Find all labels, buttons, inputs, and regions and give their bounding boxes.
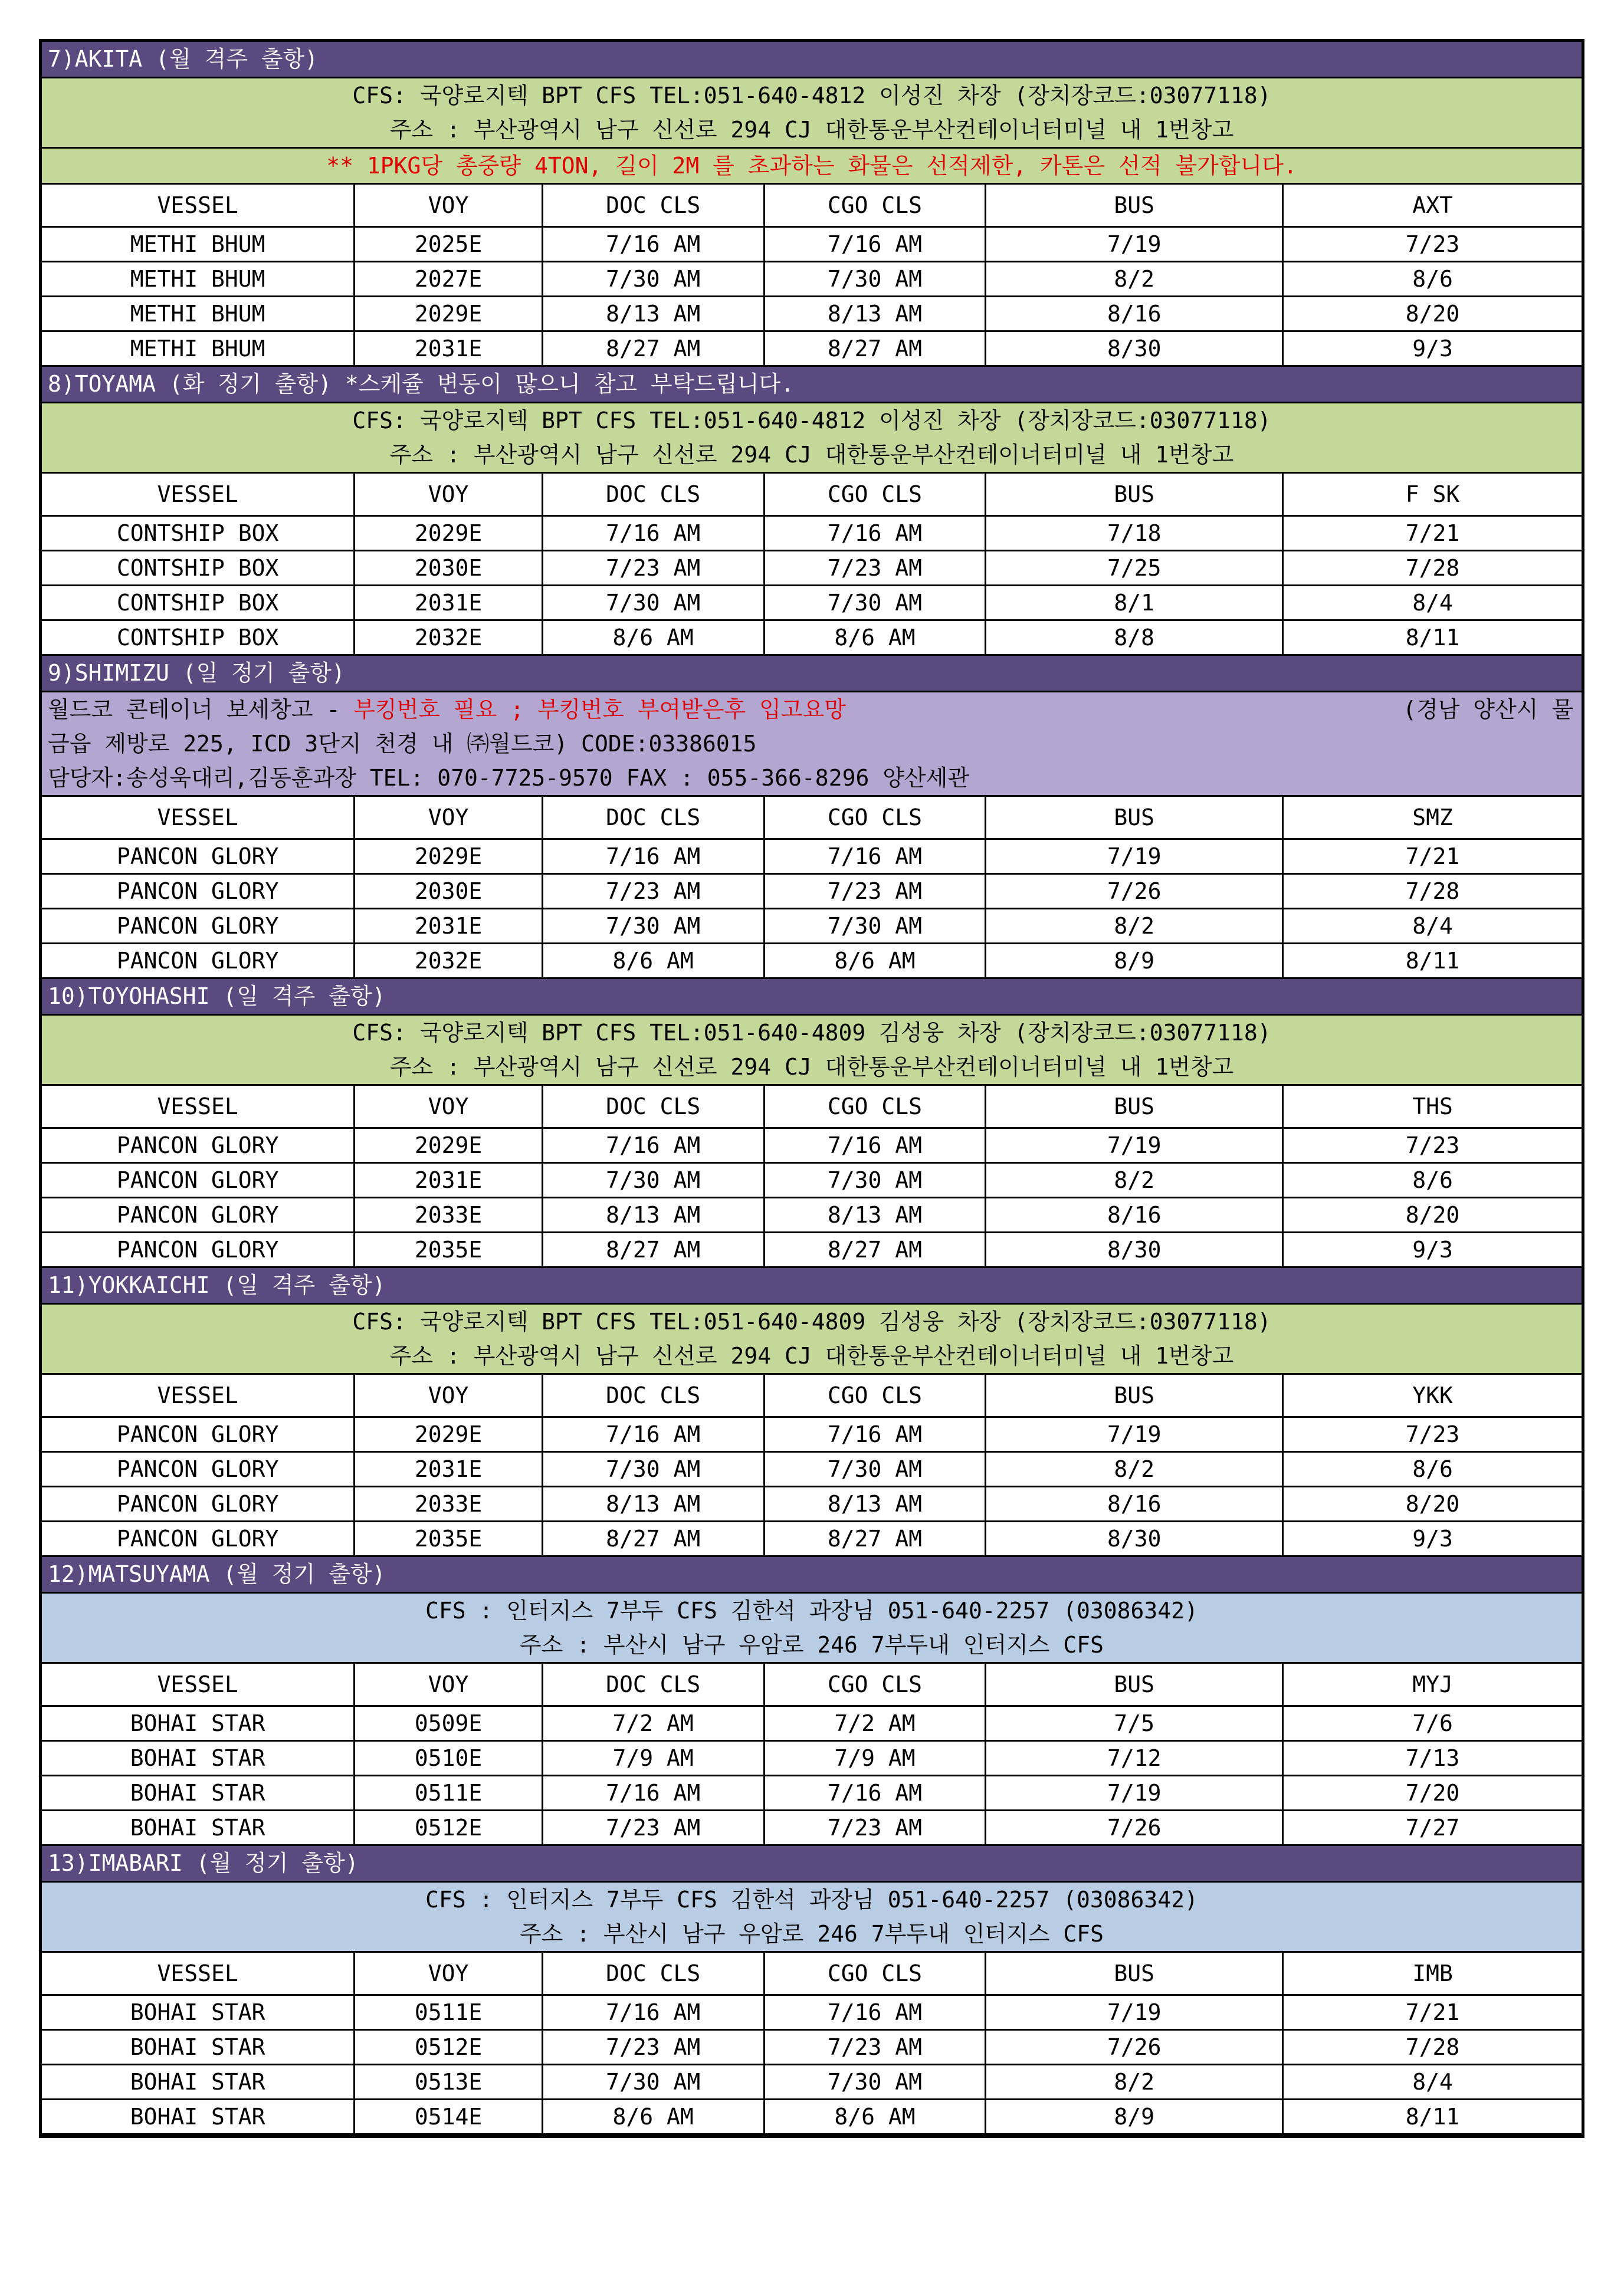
cell-vessel: PANCON GLORY xyxy=(42,1198,355,1233)
cell-voy: 2031E xyxy=(355,1163,542,1198)
column-header-bus: BUS xyxy=(986,1953,1283,1995)
cell-cgo-cls: 8/6 AM xyxy=(764,2100,986,2134)
cell-port: 7/21 xyxy=(1283,839,1582,874)
cell-vessel: BOHAI STAR xyxy=(42,1706,355,1741)
section-title: 13)IMABARI (월 정기 출항) xyxy=(42,1846,1582,1883)
cell-port: 9/3 xyxy=(1283,331,1582,366)
table-header-row xyxy=(42,1375,1582,1417)
cell-bus: 7/19 xyxy=(986,1776,1283,1811)
cell-vessel: BOHAI STAR xyxy=(42,2065,355,2100)
column-header-port: YKK xyxy=(1283,1375,1582,1417)
column-header-cgo-cls: CGO CLS xyxy=(764,797,986,839)
cfs-address: 주소 : 부산광역시 남구 신선로 294 CJ 대한통운부산컨테이너터미널 내 1번창고 xyxy=(389,1054,1234,1080)
cell-cgo-cls: 7/30 AM xyxy=(764,1163,986,1198)
cell-port: 7/27 xyxy=(1283,1811,1582,1845)
cell-vessel: METHI BHUM xyxy=(42,331,355,366)
cell-doc-cls: 7/23 AM xyxy=(542,1811,764,1845)
cell-voy: 2031E xyxy=(355,909,542,944)
cell-vessel: BOHAI STAR xyxy=(42,2030,355,2065)
cell-cgo-cls: 7/16 AM xyxy=(764,1776,986,1811)
column-header-voy: VOY xyxy=(355,797,542,839)
column-header-doc-cls: DOC CLS xyxy=(542,1664,764,1706)
cell-voy: 2032E xyxy=(355,944,542,978)
column-header-vessel: VESSEL xyxy=(42,797,355,839)
cell-bus: 8/2 xyxy=(986,2065,1283,2100)
cell-cgo-cls: 7/30 AM xyxy=(764,262,986,297)
cell-voy: 2033E xyxy=(355,1487,542,1522)
cell-voy: 2029E xyxy=(355,297,542,331)
table-row xyxy=(42,331,1582,366)
cell-vessel: BOHAI STAR xyxy=(42,1776,355,1811)
yard-address: 금읍 제방로 225, ICD 3단지 천경 내 ㈜월드코) CODE:03386015 xyxy=(48,731,757,757)
schedule-table xyxy=(42,1664,1582,1846)
cell-port: 7/23 xyxy=(1283,1128,1582,1163)
cell-cgo-cls: 7/16 AM xyxy=(764,227,986,262)
schedule-table xyxy=(42,1375,1582,1557)
cell-voy: 2033E xyxy=(355,1198,542,1233)
cell-cgo-cls: 8/13 AM xyxy=(764,1198,986,1233)
cell-cgo-cls: 7/16 AM xyxy=(764,1128,986,1163)
cell-port: 8/6 xyxy=(1283,1163,1582,1198)
column-header-vessel: VESSEL xyxy=(42,1664,355,1706)
cell-voy: 2030E xyxy=(355,874,542,909)
cell-voy: 0514E xyxy=(355,2100,542,2134)
cell-vessel: BOHAI STAR xyxy=(42,1741,355,1776)
schedule-section xyxy=(42,367,1582,656)
cell-doc-cls: 7/30 AM xyxy=(542,2065,764,2100)
column-header-vessel: VESSEL xyxy=(42,1375,355,1417)
table-row xyxy=(42,1706,1582,1741)
schedule-section xyxy=(42,1268,1582,1557)
column-header-bus: BUS xyxy=(986,1086,1283,1128)
table-header-row xyxy=(42,474,1582,516)
cell-port: 7/28 xyxy=(1283,551,1582,586)
cfs-info xyxy=(42,1305,1582,1375)
cell-bus: 7/26 xyxy=(986,1811,1283,1845)
column-header-doc-cls: DOC CLS xyxy=(542,797,764,839)
cell-bus: 7/19 xyxy=(986,227,1283,262)
cell-vessel: PANCON GLORY xyxy=(42,1163,355,1198)
cell-cgo-cls: 7/16 AM xyxy=(764,516,986,551)
table-header-row xyxy=(42,1086,1582,1128)
cell-cgo-cls: 8/6 AM xyxy=(764,620,986,655)
cell-vessel: METHI BHUM xyxy=(42,262,355,297)
cfs-contact: CFS : 인터지스 7부두 CFS 김한석 과장님 051-640-2257 (03086342) xyxy=(425,1598,1198,1624)
cell-cgo-cls: 7/30 AM xyxy=(764,909,986,944)
cell-bus: 7/25 xyxy=(986,551,1283,586)
table-row xyxy=(42,1417,1582,1452)
cfs-contact: CFS: 국양로지텍 BPT CFS TEL:051-640-4809 김성웅 차장 (장치장코드:03077118) xyxy=(352,1309,1271,1335)
table-header-row xyxy=(42,1953,1582,1995)
table-row xyxy=(42,297,1582,331)
cell-bus: 8/9 xyxy=(986,944,1283,978)
table-row xyxy=(42,262,1582,297)
table-row xyxy=(42,1163,1582,1198)
cell-vessel: PANCON GLORY xyxy=(42,1233,355,1267)
table-row xyxy=(42,874,1582,909)
column-header-bus: BUS xyxy=(986,474,1283,516)
cell-vessel: PANCON GLORY xyxy=(42,839,355,874)
cell-vessel: PANCON GLORY xyxy=(42,909,355,944)
cell-voy: 2035E xyxy=(355,1233,542,1267)
cell-doc-cls: 7/30 AM xyxy=(542,586,764,620)
cell-port: 7/28 xyxy=(1283,874,1582,909)
cfs-address: 주소 : 부산광역시 남구 신선로 294 CJ 대한통운부산컨테이너터미널 내 1번창고 xyxy=(389,1343,1234,1369)
cell-bus: 8/2 xyxy=(986,909,1283,944)
yard-line xyxy=(42,692,1582,727)
cell-cgo-cls: 8/13 AM xyxy=(764,297,986,331)
cell-vessel: CONTSHIP BOX xyxy=(42,516,355,551)
cell-voy: 2029E xyxy=(355,1417,542,1452)
column-header-doc-cls: DOC CLS xyxy=(542,1086,764,1128)
table-row xyxy=(42,551,1582,586)
column-header-vessel: VESSEL xyxy=(42,1953,355,1995)
cell-vessel: PANCON GLORY xyxy=(42,1128,355,1163)
cell-doc-cls: 7/16 AM xyxy=(542,227,764,262)
cfs-info xyxy=(42,1883,1582,1953)
yard-left xyxy=(48,692,846,727)
cell-vessel: METHI BHUM xyxy=(42,227,355,262)
cell-port: 9/3 xyxy=(1283,1522,1582,1556)
cell-port: 8/20 xyxy=(1283,1198,1582,1233)
cell-port: 7/6 xyxy=(1283,1706,1582,1741)
cell-bus: 8/8 xyxy=(986,620,1283,655)
cell-voy: 2029E xyxy=(355,1128,542,1163)
cell-doc-cls: 7/9 AM xyxy=(542,1741,764,1776)
table-header-row xyxy=(42,185,1582,227)
schedule-table xyxy=(42,1953,1582,2135)
cfs-address: 주소 : 부산광역시 남구 신선로 294 CJ 대한통운부산컨테이너터미널 내 1번창고 xyxy=(389,442,1234,468)
section-title: 8)TOYAMA (화 정기 출항) *스케쥴 변동이 많으니 참고 부탁드립니다. xyxy=(42,367,1582,403)
cell-vessel: CONTSHIP BOX xyxy=(42,586,355,620)
cell-voy: 2032E xyxy=(355,620,542,655)
cfs-info xyxy=(42,78,1582,149)
cell-port: 7/20 xyxy=(1283,1776,1582,1811)
cell-bus: 7/19 xyxy=(986,1995,1283,2030)
column-header-bus: BUS xyxy=(986,1375,1283,1417)
schedule-table xyxy=(42,474,1582,656)
cell-vessel: CONTSHIP BOX xyxy=(42,620,355,655)
cell-doc-cls: 7/16 AM xyxy=(542,839,764,874)
cfs-info xyxy=(42,1594,1582,1664)
cell-port: 7/21 xyxy=(1283,1995,1582,2030)
cell-doc-cls: 7/16 AM xyxy=(542,1995,764,2030)
cell-cgo-cls: 7/9 AM xyxy=(764,1741,986,1776)
booking-warning: 부킹번호 필요 ; 부킹번호 부여받은후 입고요망 xyxy=(353,697,846,722)
schedule-sheet xyxy=(39,39,1584,2138)
cell-doc-cls: 8/13 AM xyxy=(542,1487,764,1522)
cell-cgo-cls: 8/27 AM xyxy=(764,331,986,366)
cell-cgo-cls: 8/13 AM xyxy=(764,1487,986,1522)
cell-cgo-cls: 8/27 AM xyxy=(764,1522,986,1556)
cfs-address: 주소 : 부산시 남구 우암로 246 7부두내 인터지스 CFS xyxy=(519,1632,1104,1658)
table-row xyxy=(42,1995,1582,2030)
table-row xyxy=(42,1128,1582,1163)
column-header-cgo-cls: CGO CLS xyxy=(764,1086,986,1128)
column-header-voy: VOY xyxy=(355,1664,542,1706)
cfs-address: 주소 : 부산시 남구 우암로 246 7부두내 인터지스 CFS xyxy=(519,1921,1104,1947)
cfs-address: 주소 : 부산광역시 남구 신선로 294 CJ 대한통운부산컨테이너터미널 내 1번창고 xyxy=(389,117,1234,143)
cfs-contact: CFS: 국양로지텍 BPT CFS TEL:051-640-4812 이성진 차장 (장치장코드:03077118) xyxy=(352,408,1271,433)
cell-voy: 0512E xyxy=(355,1811,542,1845)
cell-port: 7/23 xyxy=(1283,227,1582,262)
cell-port: 9/3 xyxy=(1283,1233,1582,1267)
column-header-doc-cls: DOC CLS xyxy=(542,1953,764,1995)
cell-port: 8/11 xyxy=(1283,944,1582,978)
cfs-contact: CFS: 국양로지텍 BPT CFS TEL:051-640-4812 이성진 차장 (장치장코드:03077118) xyxy=(352,83,1271,109)
cell-doc-cls: 7/30 AM xyxy=(542,909,764,944)
cell-port: 7/23 xyxy=(1283,1417,1582,1452)
cell-port: 8/4 xyxy=(1283,586,1582,620)
cell-bus: 8/2 xyxy=(986,262,1283,297)
cell-voy: 2035E xyxy=(355,1522,542,1556)
cell-bus: 7/26 xyxy=(986,2030,1283,2065)
section-title: 11)YOKKAICHI (일 격주 출항) xyxy=(42,1268,1582,1305)
column-header-vessel: VESSEL xyxy=(42,1086,355,1128)
column-header-bus: BUS xyxy=(986,185,1283,227)
cell-doc-cls: 7/2 AM xyxy=(542,1706,764,1741)
table-row xyxy=(42,2030,1582,2065)
cell-bus: 8/2 xyxy=(986,1452,1283,1487)
cell-doc-cls: 7/16 AM xyxy=(542,1417,764,1452)
cell-voy: 2027E xyxy=(355,262,542,297)
cell-port: 8/6 xyxy=(1283,262,1582,297)
cell-cgo-cls: 7/30 AM xyxy=(764,1452,986,1487)
cell-vessel: PANCON GLORY xyxy=(42,1452,355,1487)
cell-voy: 0510E xyxy=(355,1741,542,1776)
cell-cgo-cls: 7/16 AM xyxy=(764,1995,986,2030)
cell-cgo-cls: 7/30 AM xyxy=(764,586,986,620)
table-row xyxy=(42,1522,1582,1556)
column-header-port: MYJ xyxy=(1283,1664,1582,1706)
cell-port: 8/4 xyxy=(1283,909,1582,944)
cell-bus: 7/19 xyxy=(986,1417,1283,1452)
column-header-port: SMZ xyxy=(1283,797,1582,839)
cell-doc-cls: 7/23 AM xyxy=(542,2030,764,2065)
cell-bus: 7/18 xyxy=(986,516,1283,551)
cell-doc-cls: 8/6 AM xyxy=(542,944,764,978)
cell-port: 7/13 xyxy=(1283,1741,1582,1776)
column-header-doc-cls: DOC CLS xyxy=(542,1375,764,1417)
yard-address-start: (경남 양산시 물 xyxy=(1403,697,1573,722)
cell-voy: 0512E xyxy=(355,2030,542,2065)
cell-voy: 0511E xyxy=(355,1995,542,2030)
cfs-contact: CFS: 국양로지텍 BPT CFS TEL:051-640-4809 김성웅 차장 (장치장코드:03077118) xyxy=(352,1020,1271,1046)
column-header-cgo-cls: CGO CLS xyxy=(764,1953,986,1995)
cell-doc-cls: 8/27 AM xyxy=(542,1522,764,1556)
cell-vessel: BOHAI STAR xyxy=(42,1995,355,2030)
column-header-doc-cls: DOC CLS xyxy=(542,185,764,227)
schedule-section xyxy=(42,42,1582,367)
table-row xyxy=(42,1233,1582,1267)
table-row xyxy=(42,839,1582,874)
table-row xyxy=(42,1487,1582,1522)
column-header-cgo-cls: CGO CLS xyxy=(764,1664,986,1706)
table-header-row xyxy=(42,797,1582,839)
column-header-port: AXT xyxy=(1283,185,1582,227)
cell-bus: 8/16 xyxy=(986,297,1283,331)
cell-bus: 8/9 xyxy=(986,2100,1283,2134)
cell-voy: 2029E xyxy=(355,839,542,874)
cell-doc-cls: 8/13 AM xyxy=(542,1198,764,1233)
cell-vessel: PANCON GLORY xyxy=(42,1417,355,1452)
column-header-vessel: VESSEL xyxy=(42,185,355,227)
schedule-table xyxy=(42,797,1582,979)
cell-cgo-cls: 7/16 AM xyxy=(764,839,986,874)
cell-vessel: BOHAI STAR xyxy=(42,2100,355,2134)
column-header-voy: VOY xyxy=(355,474,542,516)
cell-cgo-cls: 7/23 AM xyxy=(764,1811,986,1845)
cell-vessel: CONTSHIP BOX xyxy=(42,551,355,586)
table-row xyxy=(42,1811,1582,1845)
cell-bus: 7/19 xyxy=(986,1128,1283,1163)
column-header-port: IMB xyxy=(1283,1953,1582,1995)
table-row xyxy=(42,586,1582,620)
cell-doc-cls: 7/30 AM xyxy=(542,1452,764,1487)
cfs-info xyxy=(42,692,1582,797)
cell-vessel: PANCON GLORY xyxy=(42,1487,355,1522)
table-row xyxy=(42,516,1582,551)
cell-vessel: PANCON GLORY xyxy=(42,874,355,909)
cell-cgo-cls: 7/23 AM xyxy=(764,551,986,586)
cell-cgo-cls: 8/27 AM xyxy=(764,1233,986,1267)
table-row xyxy=(42,2100,1582,2134)
schedule-table xyxy=(42,1086,1582,1268)
cell-voy: 0511E xyxy=(355,1776,542,1811)
schedule-section xyxy=(42,979,1582,1268)
column-header-port: F SK xyxy=(1283,474,1582,516)
cell-voy: 2029E xyxy=(355,516,542,551)
cell-port: 8/4 xyxy=(1283,2065,1582,2100)
cell-doc-cls: 8/27 AM xyxy=(542,331,764,366)
yard-contact: 담당자:송성욱대리,김동훈과장 TEL: 070-7725-9570 FAX : 055-366-8296 양산세관 xyxy=(48,765,970,791)
cell-cgo-cls: 7/16 AM xyxy=(764,1417,986,1452)
cargo-restriction-note: ** 1PKG당 총중량 4TON, 길이 2M 를 초과하는 화물은 선적제한, 카톤은 선적 불가합니다. xyxy=(42,149,1582,185)
cell-bus: 7/5 xyxy=(986,1706,1283,1741)
cell-bus: 8/16 xyxy=(986,1198,1283,1233)
section-title: 12)MATSUYAMA (월 정기 출항) xyxy=(42,1557,1582,1594)
column-header-bus: BUS xyxy=(986,797,1283,839)
cell-doc-cls: 7/16 AM xyxy=(542,1776,764,1811)
cell-vessel: PANCON GLORY xyxy=(42,1522,355,1556)
cell-voy: 2025E xyxy=(355,227,542,262)
schedule-section xyxy=(42,656,1582,979)
cell-port: 7/21 xyxy=(1283,516,1582,551)
table-row xyxy=(42,1452,1582,1487)
cell-vessel: PANCON GLORY xyxy=(42,944,355,978)
cell-bus: 8/1 xyxy=(986,586,1283,620)
cell-doc-cls: 8/13 AM xyxy=(542,297,764,331)
table-row xyxy=(42,620,1582,655)
column-header-cgo-cls: CGO CLS xyxy=(764,474,986,516)
column-header-voy: VOY xyxy=(355,1086,542,1128)
cfs-contact: CFS : 인터지스 7부두 CFS 김한석 과장님 051-640-2257 (03086342) xyxy=(425,1887,1198,1913)
cell-cgo-cls: 7/2 AM xyxy=(764,1706,986,1741)
schedule-section xyxy=(42,1846,1582,2135)
column-header-cgo-cls: CGO CLS xyxy=(764,1375,986,1417)
schedule-table xyxy=(42,185,1582,367)
cell-bus: 8/30 xyxy=(986,331,1283,366)
cell-port: 8/6 xyxy=(1283,1452,1582,1487)
column-header-cgo-cls: CGO CLS xyxy=(764,185,986,227)
cell-bus: 7/12 xyxy=(986,1741,1283,1776)
cell-doc-cls: 7/16 AM xyxy=(542,1128,764,1163)
table-row xyxy=(42,944,1582,978)
cfs-info xyxy=(42,403,1582,474)
cell-cgo-cls: 7/23 AM xyxy=(764,874,986,909)
table-row xyxy=(42,227,1582,262)
cell-vessel: BOHAI STAR xyxy=(42,1811,355,1845)
cell-doc-cls: 7/23 AM xyxy=(542,551,764,586)
cell-doc-cls: 7/16 AM xyxy=(542,516,764,551)
table-row xyxy=(42,2065,1582,2100)
cell-doc-cls: 8/6 AM xyxy=(542,620,764,655)
table-row xyxy=(42,909,1582,944)
section-title: 7)AKITA (월 격주 출항) xyxy=(42,42,1582,78)
cell-doc-cls: 8/27 AM xyxy=(542,1233,764,1267)
cell-doc-cls: 7/30 AM xyxy=(542,1163,764,1198)
cell-bus: 8/2 xyxy=(986,1163,1283,1198)
table-row xyxy=(42,1776,1582,1811)
section-title: 10)TOYOHASHI (일 격주 출항) xyxy=(42,979,1582,1016)
section-title: 9)SHIMIZU (일 정기 출항) xyxy=(42,656,1582,692)
table-row xyxy=(42,1741,1582,1776)
cell-cgo-cls: 7/23 AM xyxy=(764,2030,986,2065)
schedule-section xyxy=(42,1557,1582,1846)
column-header-bus: BUS xyxy=(986,1664,1283,1706)
cfs-info xyxy=(42,1016,1582,1086)
yard-name: 월드코 콘테이너 보세창고 - xyxy=(48,697,354,722)
column-header-doc-cls: DOC CLS xyxy=(542,474,764,516)
cell-port: 8/20 xyxy=(1283,297,1582,331)
cell-bus: 8/30 xyxy=(986,1233,1283,1267)
cell-cgo-cls: 7/30 AM xyxy=(764,2065,986,2100)
column-header-port: THS xyxy=(1283,1086,1582,1128)
cell-bus: 8/16 xyxy=(986,1487,1283,1522)
column-header-voy: VOY xyxy=(355,185,542,227)
table-row xyxy=(42,1198,1582,1233)
cell-voy: 2031E xyxy=(355,586,542,620)
table-header-row xyxy=(42,1664,1582,1706)
column-header-voy: VOY xyxy=(355,1953,542,1995)
cell-doc-cls: 7/30 AM xyxy=(542,262,764,297)
cell-port: 8/11 xyxy=(1283,2100,1582,2134)
column-header-voy: VOY xyxy=(355,1375,542,1417)
column-header-vessel: VESSEL xyxy=(42,474,355,516)
cell-bus: 8/30 xyxy=(986,1522,1283,1556)
cell-voy: 2031E xyxy=(355,331,542,366)
cell-vessel: METHI BHUM xyxy=(42,297,355,331)
cell-bus: 7/26 xyxy=(986,874,1283,909)
cell-voy: 0513E xyxy=(355,2065,542,2100)
cell-port: 8/11 xyxy=(1283,620,1582,655)
cell-doc-cls: 7/23 AM xyxy=(542,874,764,909)
cell-voy: 0509E xyxy=(355,1706,542,1741)
cell-cgo-cls: 8/6 AM xyxy=(764,944,986,978)
cell-port: 8/20 xyxy=(1283,1487,1582,1522)
cell-bus: 7/19 xyxy=(986,839,1283,874)
cell-voy: 2031E xyxy=(355,1452,542,1487)
cell-port: 7/28 xyxy=(1283,2030,1582,2065)
cell-voy: 2030E xyxy=(355,551,542,586)
cell-doc-cls: 8/6 AM xyxy=(542,2100,764,2134)
